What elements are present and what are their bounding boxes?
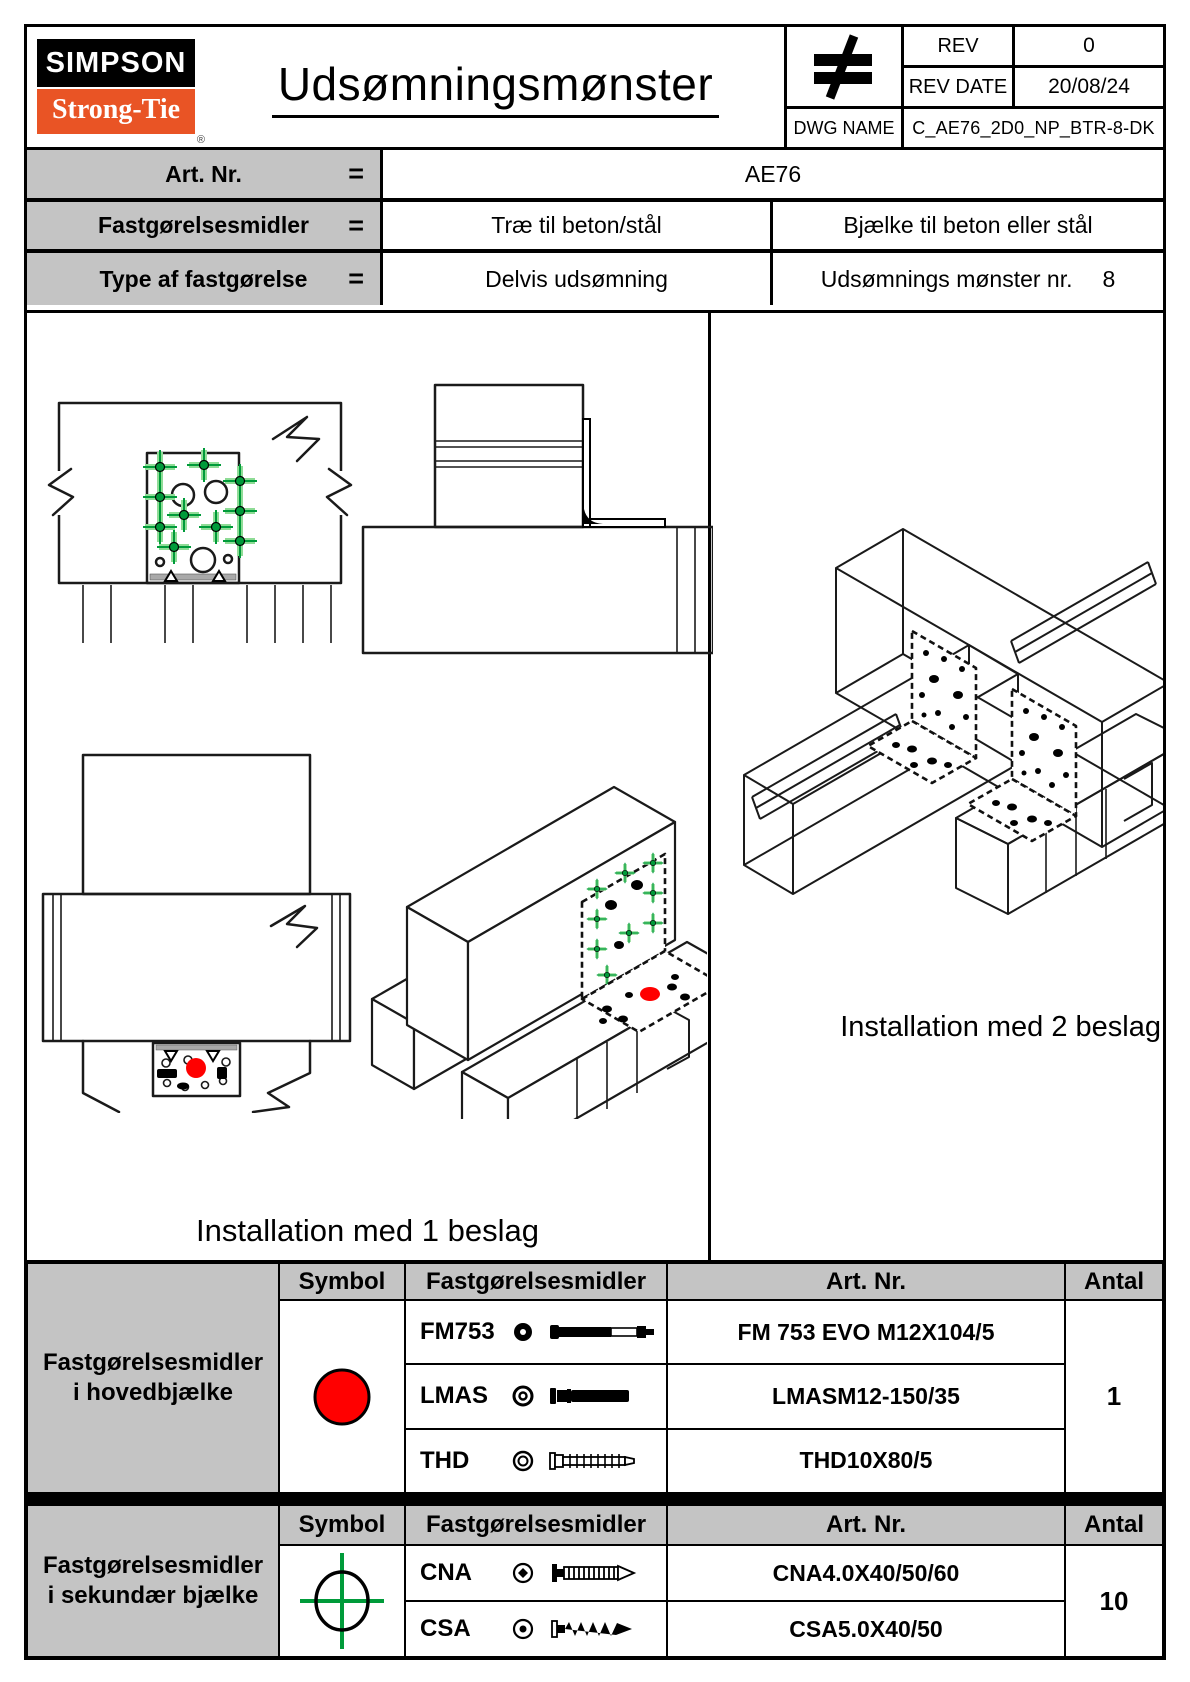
- pattern-number-label: Udsømnings mønster nr.: [820, 265, 1073, 292]
- lmas-anchor-icon: [548, 1384, 660, 1408]
- green-crosshair-icon: [294, 1549, 390, 1653]
- fastener-row-fm753: [405, 1300, 667, 1364]
- fastening-type-row: [27, 253, 1163, 305]
- rev-date-label: REV DATE: [904, 68, 1015, 109]
- art-nr-header: Art. Nr.: [667, 1505, 1065, 1545]
- fastener-name: FM753: [420, 1318, 495, 1346]
- product-info-table: [27, 150, 1163, 313]
- fasteners-header: Fastgørelsesmidler: [405, 1263, 667, 1300]
- fasteners-row: [27, 202, 1163, 253]
- logo-strongtie-text: Strong-Tie: [37, 89, 195, 134]
- isometric-two-bracket-drawing: [716, 473, 1163, 1003]
- sheet-title-cell: [207, 27, 787, 147]
- title-block: [27, 27, 1163, 150]
- secondary-beam-fastener-table: [27, 1502, 1163, 1657]
- fm753-screw-icon: [548, 1320, 660, 1344]
- fastener-row-cna: [405, 1545, 667, 1601]
- secondary-beam-label-line2: i sekundær bjælke: [47, 1582, 259, 1609]
- art-nr-label-cell: [27, 150, 383, 198]
- main-beam-label-line1: Fastgørelsesmidler: [42, 1349, 264, 1376]
- fastener-row-csa: [405, 1601, 667, 1657]
- art-nr-value: AE76: [744, 160, 802, 187]
- caption-two-brackets: Installation med 2 beslag: [840, 1011, 1161, 1043]
- isometric-one-bracket-drawing: [367, 737, 707, 1119]
- logo-cell: [27, 27, 207, 147]
- fasteners-label: Fastgørelsesmidler: [98, 212, 309, 238]
- fm753-head-icon: [510, 1319, 536, 1345]
- logo-simpson-text: SIMPSON: [37, 39, 195, 87]
- fastener-name: CNA: [420, 1559, 472, 1586]
- sheet-title: Udsømningsmønster: [272, 57, 719, 118]
- one-bracket-panel: [27, 313, 711, 1263]
- fasteners-value-right: Bjælke til beton eller stål: [843, 212, 1093, 238]
- dwg-name-value: C_AE76_2D0_NP_BTR-8-DK: [912, 117, 1155, 138]
- rev-value: 0: [1015, 27, 1163, 68]
- main-beam-label-line2: i hovedbjælke: [72, 1379, 234, 1406]
- art-nr-thd: THD10X80/5: [667, 1429, 1065, 1493]
- fastening-type-value: Delvis udsømning: [383, 253, 773, 305]
- fastener-row-thd: [405, 1429, 667, 1493]
- red-anchor-symbol-cell: [279, 1300, 405, 1493]
- not-equal-symbol-cell: [787, 27, 904, 109]
- equals-sign: =: [348, 158, 364, 189]
- symbol-header: Symbol: [279, 1263, 405, 1300]
- equals-sign: =: [348, 263, 364, 294]
- art-nr-lmas: LMASM12-150/35: [667, 1364, 1065, 1428]
- two-bracket-panel: [714, 313, 1163, 1263]
- fasteners-value-left: Træ til beton/stål: [383, 202, 773, 249]
- rev-date-value: 20/08/24: [1015, 68, 1163, 109]
- fastener-row-lmas: [405, 1364, 667, 1428]
- csa-head-icon: [510, 1616, 536, 1642]
- drawing-sheet-frame: [24, 24, 1166, 1660]
- fasteners-header: Fastgørelsesmidler: [405, 1505, 667, 1545]
- symbol-header: Symbol: [279, 1505, 405, 1545]
- equals-sign: =: [348, 210, 364, 240]
- art-nr-row: [27, 150, 1163, 202]
- qty-header: Antal: [1065, 1263, 1163, 1300]
- registered-mark: ®: [196, 134, 205, 146]
- art-nr-header: Art. Nr.: [667, 1263, 1065, 1300]
- drawing-area: [27, 313, 1163, 1263]
- art-nr-cna: CNA4.0X40/50/60: [667, 1545, 1065, 1601]
- front-elevation-drawing: [41, 375, 376, 645]
- main-beam-fastener-table: [27, 1263, 1163, 1496]
- fastening-type-label: Type af fastgørelse: [99, 265, 308, 292]
- underside-view-drawing: [33, 741, 363, 1113]
- art-nr-label: Art. Nr.: [165, 160, 242, 187]
- pattern-number-cell: [773, 253, 1163, 305]
- secondary-beam-label-line1: Fastgørelsesmidler: [42, 1552, 264, 1579]
- simpson-strongtie-logo: [37, 39, 205, 146]
- thd-screwbolt-icon: [548, 1449, 660, 1473]
- pattern-number-value: 8: [1102, 265, 1116, 292]
- fasteners-label-cell: [27, 202, 383, 249]
- art-nr-csa: CSA5.0X40/50: [667, 1601, 1065, 1657]
- main-beam-qty: 1: [1065, 1300, 1163, 1493]
- green-crosshair-symbol-cell: [279, 1545, 405, 1657]
- dwg-name-label: DWG NAME: [787, 109, 904, 147]
- thd-head-icon: [510, 1448, 536, 1474]
- fastening-type-label-cell: [27, 253, 383, 305]
- secondary-beam-table-label: [27, 1505, 279, 1657]
- secondary-beam-qty: 10: [1065, 1545, 1163, 1657]
- art-nr-fm753: FM 753 EVO M12X104/5: [667, 1300, 1065, 1364]
- main-beam-table-label: [27, 1263, 279, 1493]
- rev-label: REV: [904, 27, 1015, 68]
- red-anchor-dot-icon: [307, 1362, 377, 1432]
- side-section-drawing: [343, 373, 713, 658]
- cna-ring-nail-icon: [548, 1561, 660, 1585]
- cna-head-icon: [510, 1560, 536, 1586]
- lmas-head-icon: [510, 1383, 536, 1409]
- qty-header: Antal: [1065, 1505, 1163, 1545]
- fastener-name: CSA: [420, 1615, 471, 1642]
- caption-one-bracket: Installation med 1 beslag: [196, 1213, 539, 1248]
- fastener-name: THD: [420, 1446, 470, 1474]
- not-equal-icon: [806, 32, 882, 102]
- csa-screw-icon: [548, 1617, 660, 1641]
- fastener-name: LMAS: [420, 1382, 488, 1410]
